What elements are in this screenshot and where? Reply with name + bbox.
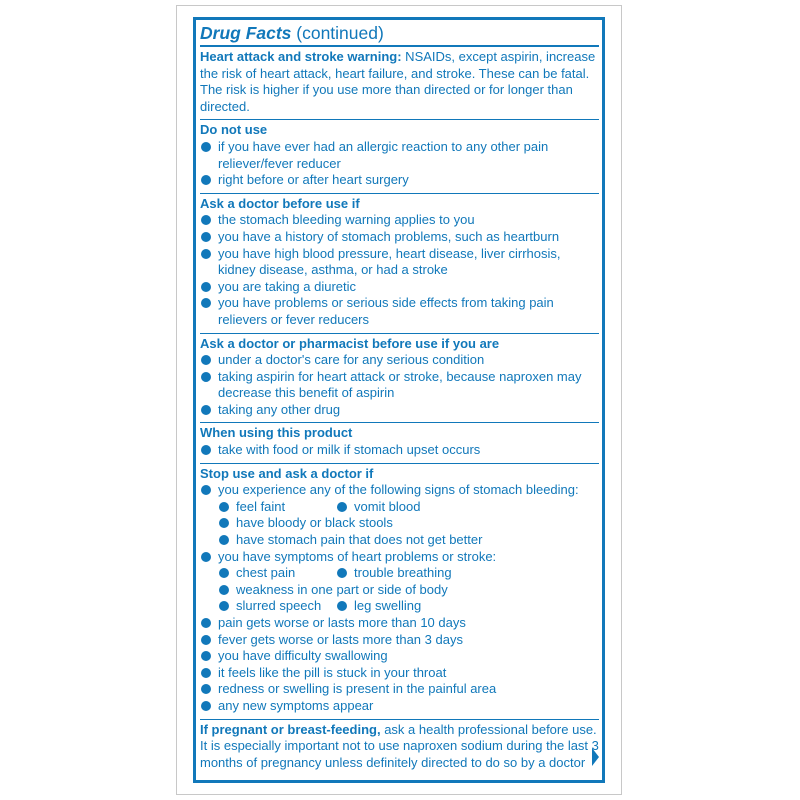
ask-pharmacist-list: [200, 352, 599, 418]
section-divider: [200, 333, 599, 334]
heart-signs-row: [200, 565, 599, 582]
sign-item: leg swelling: [336, 598, 421, 615]
triangle-right-icon: [592, 748, 599, 766]
pregnant-body: ask a health professional before use. It is especially important not to use naproxen sodium during the last 3 months of pregnancy unless definitely directed to do so by a doctor: [200, 721, 599, 770]
stop-use-list: [200, 549, 599, 566]
when-using-list: [200, 442, 599, 459]
when-using-section: [200, 425, 599, 458]
sign-item: feel faint: [218, 499, 336, 516]
list-item: fever gets worse or lasts more than 3 days: [200, 632, 599, 649]
pregnant-text: [200, 722, 599, 772]
stop-use-section: [200, 466, 599, 715]
list-item: redness or swelling is present in the painful area: [200, 681, 599, 698]
title-continued: (continued): [291, 23, 384, 43]
heart-warning-body: NSAIDs, except aspirin, increase the risk of heart attack, heart failure, and stroke. These can be fatal. The risk is higher if you use more than directed or for longer than directed.: [200, 49, 596, 114]
ask-pharmacist-section: [200, 336, 599, 419]
list-item: under a doctor's care for any serious condition: [200, 352, 599, 369]
stop-use-heading: Stop use and ask a doctor if: [200, 465, 374, 481]
drug-facts-panel: [193, 17, 605, 783]
section-divider: [200, 193, 599, 194]
section-divider: [200, 422, 599, 423]
list-item: taking any other drug: [200, 402, 599, 419]
sign-item: trouble breathing: [336, 565, 452, 582]
do-not-use-section: [200, 122, 599, 188]
sign-item: chest pain: [218, 565, 336, 582]
bleeding-signs-row: [200, 532, 599, 549]
list-item: you have problems or serious side effects from taking pain relievers or fever reducers: [200, 295, 599, 328]
drug-facts-content: [200, 22, 599, 771]
title-divider: [200, 45, 599, 47]
ask-doctor-heading: Ask a doctor before use if: [200, 195, 360, 211]
stop-use-list: [200, 615, 599, 715]
heart-signs-row: [200, 598, 599, 615]
list-item: taking aspirin for heart attack or stroke, because naproxen may decrease this benefit of aspirin: [200, 369, 599, 402]
heart-warning-text: [200, 49, 599, 115]
list-item: you have a history of stomach problems, such as heartburn: [200, 229, 599, 246]
heart-symptoms-intro: you have symptoms of heart problems or stroke:: [200, 549, 599, 566]
sign-item: weakness in one part or side of body: [218, 582, 448, 599]
page-title: [200, 22, 599, 45]
list-item: it feels like the pill is stuck in your throat: [200, 665, 599, 682]
list-item: take with food or milk if stomach upset occurs: [200, 442, 599, 459]
section-divider: [200, 119, 599, 120]
heart-warning-label: Heart attack and stroke warning:: [200, 49, 402, 64]
ask-doctor-section: [200, 196, 599, 329]
list-item: right before or after heart surgery: [200, 172, 599, 189]
bleeding-signs-row: [200, 515, 599, 532]
ask-doctor-list: [200, 212, 599, 328]
ask-pharmacist-heading: Ask a doctor or pharmacist before use if you are: [200, 335, 500, 351]
list-item: the stomach bleeding warning applies to you: [200, 212, 599, 229]
stop-use-list: [200, 482, 599, 499]
list-item: you are taking a diuretic: [200, 279, 599, 296]
pregnant-section: [200, 722, 599, 772]
do-not-use-list: [200, 139, 599, 189]
title-bold: Drug Facts: [200, 23, 292, 43]
when-using-heading: When using this product: [200, 425, 353, 441]
label-card: [176, 5, 622, 795]
sign-item: vomit blood: [336, 499, 420, 516]
sign-item: have stomach pain that does not get better: [218, 532, 482, 549]
list-item: you have difficulty swallowing: [200, 648, 599, 665]
list-item: pain gets worse or lasts more than 10 days: [200, 615, 599, 632]
list-item: any new symptoms appear: [200, 698, 599, 715]
section-divider: [200, 463, 599, 464]
stomach-bleeding-intro: you experience any of the following signs of stomach bleeding:: [200, 482, 599, 499]
sign-item: slurred speech: [218, 598, 336, 615]
pregnant-label: If pregnant or breast-feeding,: [200, 721, 381, 737]
bleeding-signs-row: [200, 499, 599, 516]
heart-warning-section: [200, 49, 599, 115]
section-divider: [200, 719, 599, 720]
sign-item: have bloody or black stools: [218, 515, 393, 532]
list-item: you have high blood pressure, heart disease, liver cirrhosis, kidney disease, asthma, or had a stroke: [200, 246, 599, 279]
heart-signs-row: [200, 582, 599, 599]
list-item: if you have ever had an allergic reaction to any other pain reliever/fever reducer: [200, 139, 599, 172]
do-not-use-heading: Do not use: [200, 122, 268, 138]
